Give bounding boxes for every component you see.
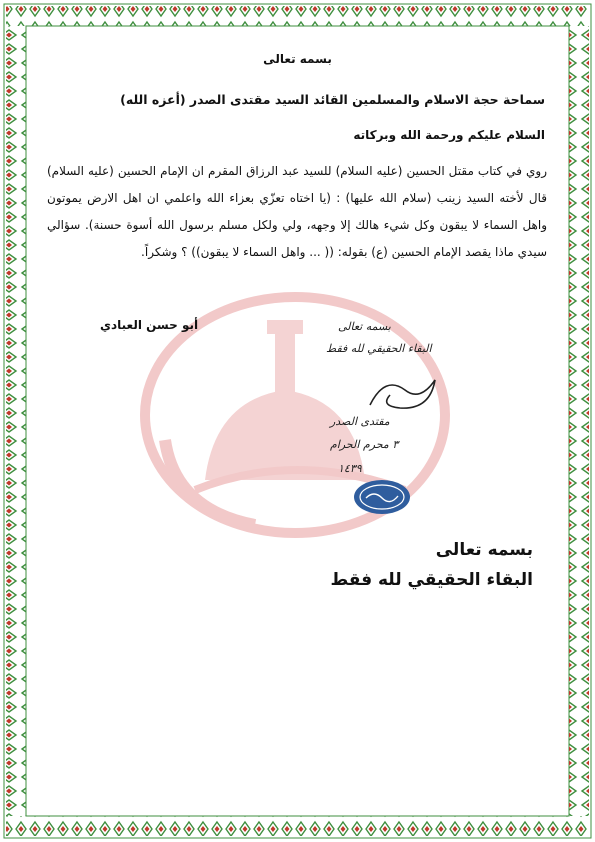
handwritten-date-line1: ٣ محرم الحرام: [330, 438, 399, 451]
handwritten-signature: [360, 370, 450, 420]
typed-reply-line2: البقاء الحقيقي لله فقط: [330, 570, 533, 590]
handwritten-signature-name: مقتدى الصدر: [330, 415, 390, 428]
letter-address: سماحة حجة الاسلام والمسلمين القائد السيد مقتدى الصدر (أعزه الله): [120, 92, 545, 107]
letter-greeting: السلام عليكم ورحمة الله وبركاته: [353, 128, 545, 142]
handwritten-date-line2: ١٤٣٩: [338, 462, 362, 475]
handwritten-reply-line1: بسمه تعالى: [338, 320, 391, 333]
letter-title: بسمه تعالى: [263, 52, 332, 66]
handwritten-reply-line2: البقاء الحقيقي لله فقط: [326, 342, 432, 355]
letter-signer: أبو حسن العبادي: [100, 318, 199, 332]
letter-body: روي في كتاب مقتل الحسين (عليه السلام) للسيد عبد الرزاق المقرم ان الإمام الحسين (عليه السلام) قال لأخته السيد زينب (سلام الله عليها) : (يا اختاه تعزّي بعزاء الله واعلمي ان اهل الارض يموتون واهل السماء لا يبقون وكل شيء هالك إلا وجهه، ولي ولكل مسلم برسول الله أسوة حسنة). سؤالي سيدي ماذا يقصد الإمام الحسين (ع) بقوله: (( ... واهل السماء لا يبقون)) ؟ وشكراً.: [47, 164, 547, 259]
official-seal-stamp: [352, 478, 412, 516]
typed-reply-line1: بسمه تعالى: [435, 540, 533, 560]
